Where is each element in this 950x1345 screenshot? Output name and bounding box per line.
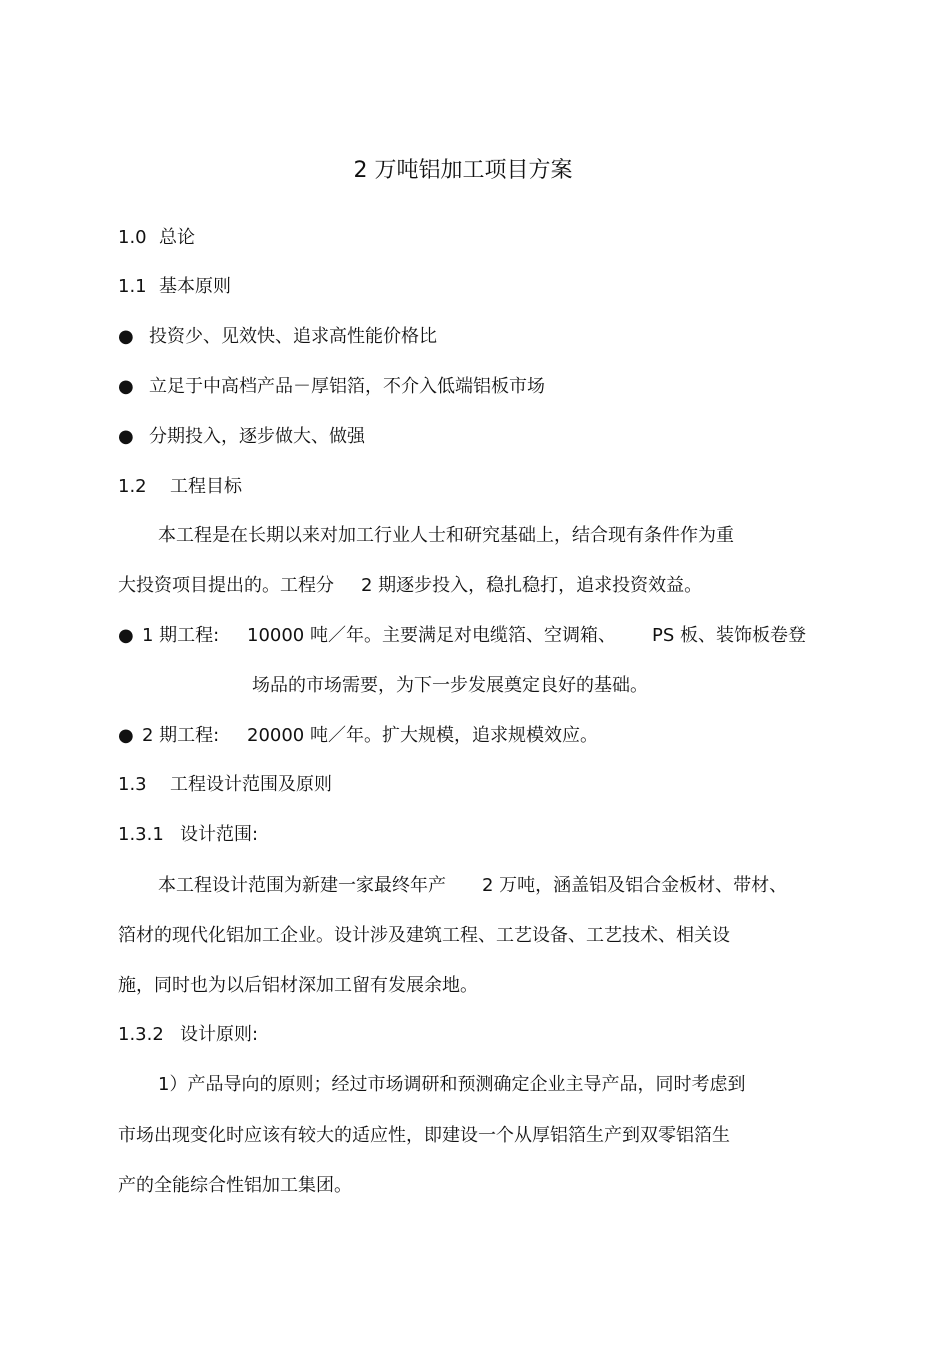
section-number: 1.3	[118, 774, 147, 795]
paragraph-line: 1）产品导向的原则；经过市场调研和预测确定企业主导产品，同时考虑到	[158, 1074, 746, 1095]
list-item-principle-2	[118, 375, 545, 399]
phase-detail: PS 板、装饰板卷登	[651, 625, 806, 646]
section-title: 工程目标	[170, 476, 242, 497]
heading-1-0	[118, 226, 195, 250]
paragraph-line: 场品的市场需要，为下一步发展奠定良好的基础。	[252, 675, 648, 696]
section-title: 设计范围:	[180, 824, 259, 845]
phase-capacity: 20000 吨／年。扩大规模，追求规模效应。	[247, 725, 598, 746]
heading-1-1	[118, 275, 231, 299]
paragraph-text: 2 期逐步投入，稳扎稳打，追求投资效益。	[361, 575, 703, 596]
list-item-text: 立足于中高档产品－厚铝箔，不介入低端铝板市场	[149, 376, 545, 397]
section-number: 1.2	[118, 476, 147, 497]
bullet-icon: ●	[118, 725, 134, 746]
list-item-principle-1	[118, 325, 437, 349]
list-item-phase-1	[118, 624, 806, 648]
heading-1-3-2	[118, 1023, 258, 1047]
list-item-principle-3	[118, 425, 365, 449]
paragraph-text: 2 万吨，涵盖铝及铝合金板材、带材、	[482, 875, 788, 896]
section-title: 总论	[159, 227, 195, 248]
paragraph-line: 产的全能综合性铝加工集团。	[118, 1175, 352, 1196]
list-item-phase-2	[118, 724, 598, 748]
section-number: 1.0	[118, 227, 147, 248]
bullet-icon: ●	[118, 426, 134, 447]
section-number: 1.3.2	[118, 1024, 164, 1045]
paragraph-text: 大投资项目提出的。工程分	[118, 575, 334, 596]
section-title: 工程设计范围及原则	[170, 774, 332, 795]
paragraph-text: 本工程设计范围为新建一家最终年产	[158, 875, 446, 896]
phase-capacity: 10000 吨／年。主要满足对电缆箔、空调箱、	[247, 625, 616, 646]
section-number: 1.1	[118, 276, 147, 297]
paragraph-line: 箔材的现代化铝加工企业。设计涉及建筑工程、工艺设备、工艺技术、相关设	[118, 925, 730, 946]
section-number: 1.3.1	[118, 824, 164, 845]
section-title: 基本原则	[159, 276, 231, 297]
phase-label: 1 期工程:	[142, 625, 220, 646]
document-title: 2 万吨铝加工项目方案	[353, 158, 573, 183]
bullet-icon: ●	[118, 625, 134, 646]
paragraph-line: 施，同时也为以后铝材深加工留有发展余地。	[118, 975, 478, 996]
heading-1-3-1	[118, 823, 258, 847]
paragraph-line: 市场出现变化时应该有较大的适应性，即建设一个从厚铝箔生产到双零铝箔生	[118, 1125, 730, 1146]
paragraph-line	[118, 574, 702, 598]
section-title: 设计原则:	[180, 1024, 259, 1045]
paragraph-line: 本工程是在长期以来对加工行业人士和研究基础上，结合现有条件作为重	[158, 525, 734, 546]
list-item-text: 投资少、见效快、追求高性能价格比	[149, 326, 437, 347]
bullet-icon: ●	[118, 376, 134, 397]
paragraph-line	[158, 874, 787, 898]
heading-1-2	[118, 475, 242, 499]
heading-1-3	[118, 773, 332, 797]
bullet-icon: ●	[118, 326, 134, 347]
list-item-text: 分期投入，逐步做大、做强	[149, 426, 365, 447]
phase-label: 2 期工程:	[142, 725, 220, 746]
